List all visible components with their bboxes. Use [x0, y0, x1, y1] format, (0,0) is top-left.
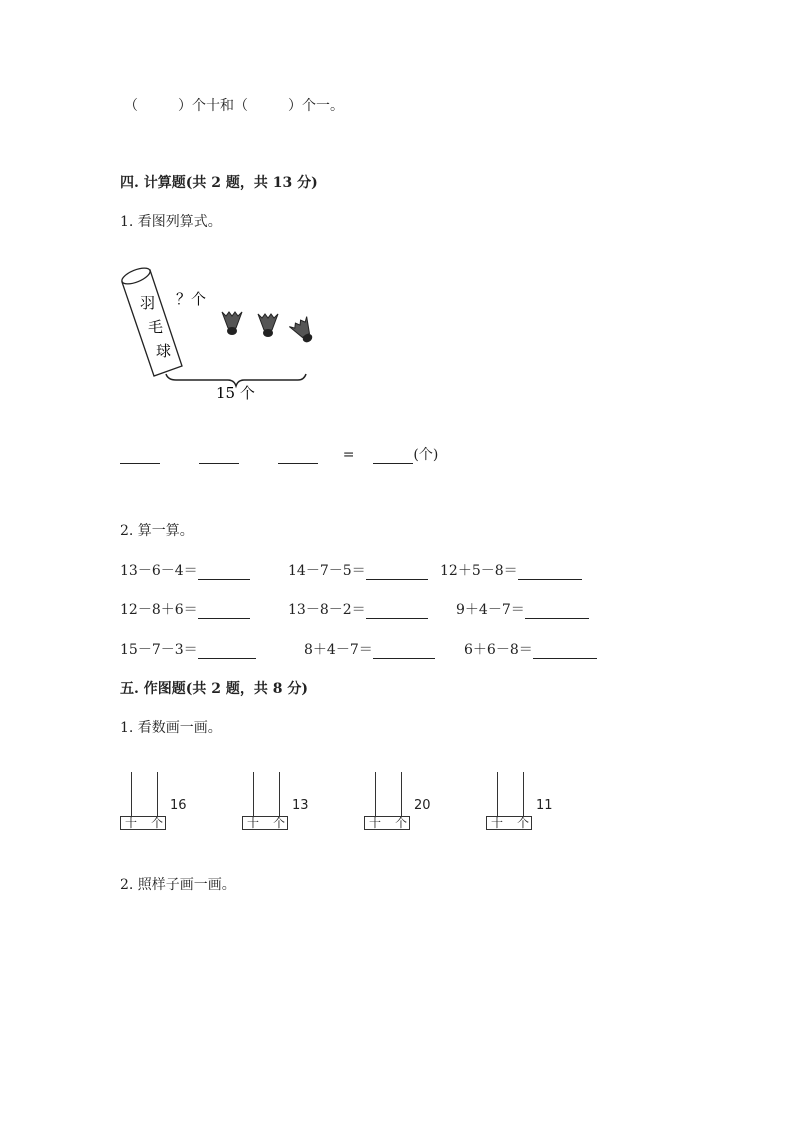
tens-label: 十 [491, 816, 504, 830]
question-4-2-label: 2. 算一算。 [120, 523, 194, 539]
tens-rod [497, 772, 498, 817]
section-4-title: 四. 计算题(共 2 题，共 13 分) [120, 175, 318, 191]
abacus-base [242, 816, 288, 830]
shuttlecock-icon [222, 312, 242, 335]
abacus-number: 11 [536, 798, 553, 813]
calc-expression: 8＋4－7＝ [304, 641, 435, 659]
tube-char-3: 球 [156, 342, 172, 360]
tens-rod [131, 772, 132, 817]
question-count-label: ？个 [176, 290, 207, 308]
blank-2[interactable] [199, 449, 239, 464]
abacus-base [364, 816, 410, 830]
abacus-number: 16 [170, 798, 187, 813]
abacus[interactable] [486, 772, 556, 842]
abacus-number: 13 [292, 798, 309, 813]
tens-rod [375, 772, 376, 817]
calc-blank[interactable] [198, 644, 256, 659]
calc-blank[interactable] [366, 565, 428, 580]
calc-blank[interactable] [533, 644, 597, 659]
calc-expression: 9＋4－7＝ [456, 601, 589, 619]
equals-sign: = [342, 447, 355, 463]
ones-rod [157, 772, 158, 817]
abacus-base [486, 816, 532, 830]
tens-label: 十 [125, 816, 138, 830]
question-5-1-label: 1. 看数画一画。 [120, 720, 222, 736]
shuttlecock-icon [258, 314, 278, 337]
abacus[interactable] [364, 772, 434, 842]
open-paren: （ [124, 98, 138, 114]
ones-label: 个 [273, 816, 286, 830]
abacus-number: 20 [414, 798, 431, 813]
calc-expression: 13－6－4＝ [120, 562, 250, 580]
ones-label: 个 [151, 816, 164, 830]
shuttlecock-icon [289, 317, 318, 347]
badminton-illustration [110, 262, 330, 402]
blank-answer[interactable] [373, 449, 413, 464]
question-5-2-label: 2. 照样子画一画。 [120, 877, 236, 893]
tube-char-2: 毛 [148, 318, 164, 336]
calc-expression: 13－8－2＝ [288, 601, 428, 619]
calc-blank[interactable] [198, 565, 250, 580]
blank-1[interactable] [120, 449, 160, 464]
calc-expression: 6＋6－8＝ [464, 641, 597, 659]
abacus[interactable] [242, 772, 312, 842]
calc-blank[interactable] [198, 604, 250, 619]
calc-expression: 15－7－3＝ [120, 641, 256, 659]
ones-rod [401, 772, 402, 817]
ones-rod [523, 772, 524, 817]
question-4-1-label: 1. 看图列算式。 [120, 214, 222, 230]
abacus[interactable] [120, 772, 190, 842]
calc-blank[interactable] [366, 604, 428, 619]
ones-text: ）个一。 [288, 98, 344, 114]
calc-blank[interactable] [518, 565, 582, 580]
section-5-title: 五. 作图题(共 2 题，共 8 分) [120, 681, 308, 697]
tube-char-1: 羽 [140, 294, 156, 312]
calc-blank[interactable] [525, 604, 589, 619]
calc-blank[interactable] [373, 644, 435, 659]
calc-expression: 12＋5－8＝ [440, 562, 582, 580]
ones-label: 个 [395, 816, 408, 830]
ones-label: 个 [517, 816, 530, 830]
tens-label: 十 [247, 816, 260, 830]
calc-expression: 12－8＋6＝ [120, 601, 250, 619]
equation-answer-line [120, 446, 438, 464]
ones-rod [279, 772, 280, 817]
tens-text: ）个十和（ [178, 98, 248, 114]
abacus-base [120, 816, 166, 830]
calc-expression: 14－7－5＝ [288, 562, 428, 580]
blank-3[interactable] [278, 449, 318, 464]
unit-label: (个) [413, 447, 439, 463]
tens-rod [253, 772, 254, 817]
fill-blank-tens-ones [124, 97, 344, 115]
total-label: 15 个 [216, 384, 255, 402]
tens-label: 十 [369, 816, 382, 830]
